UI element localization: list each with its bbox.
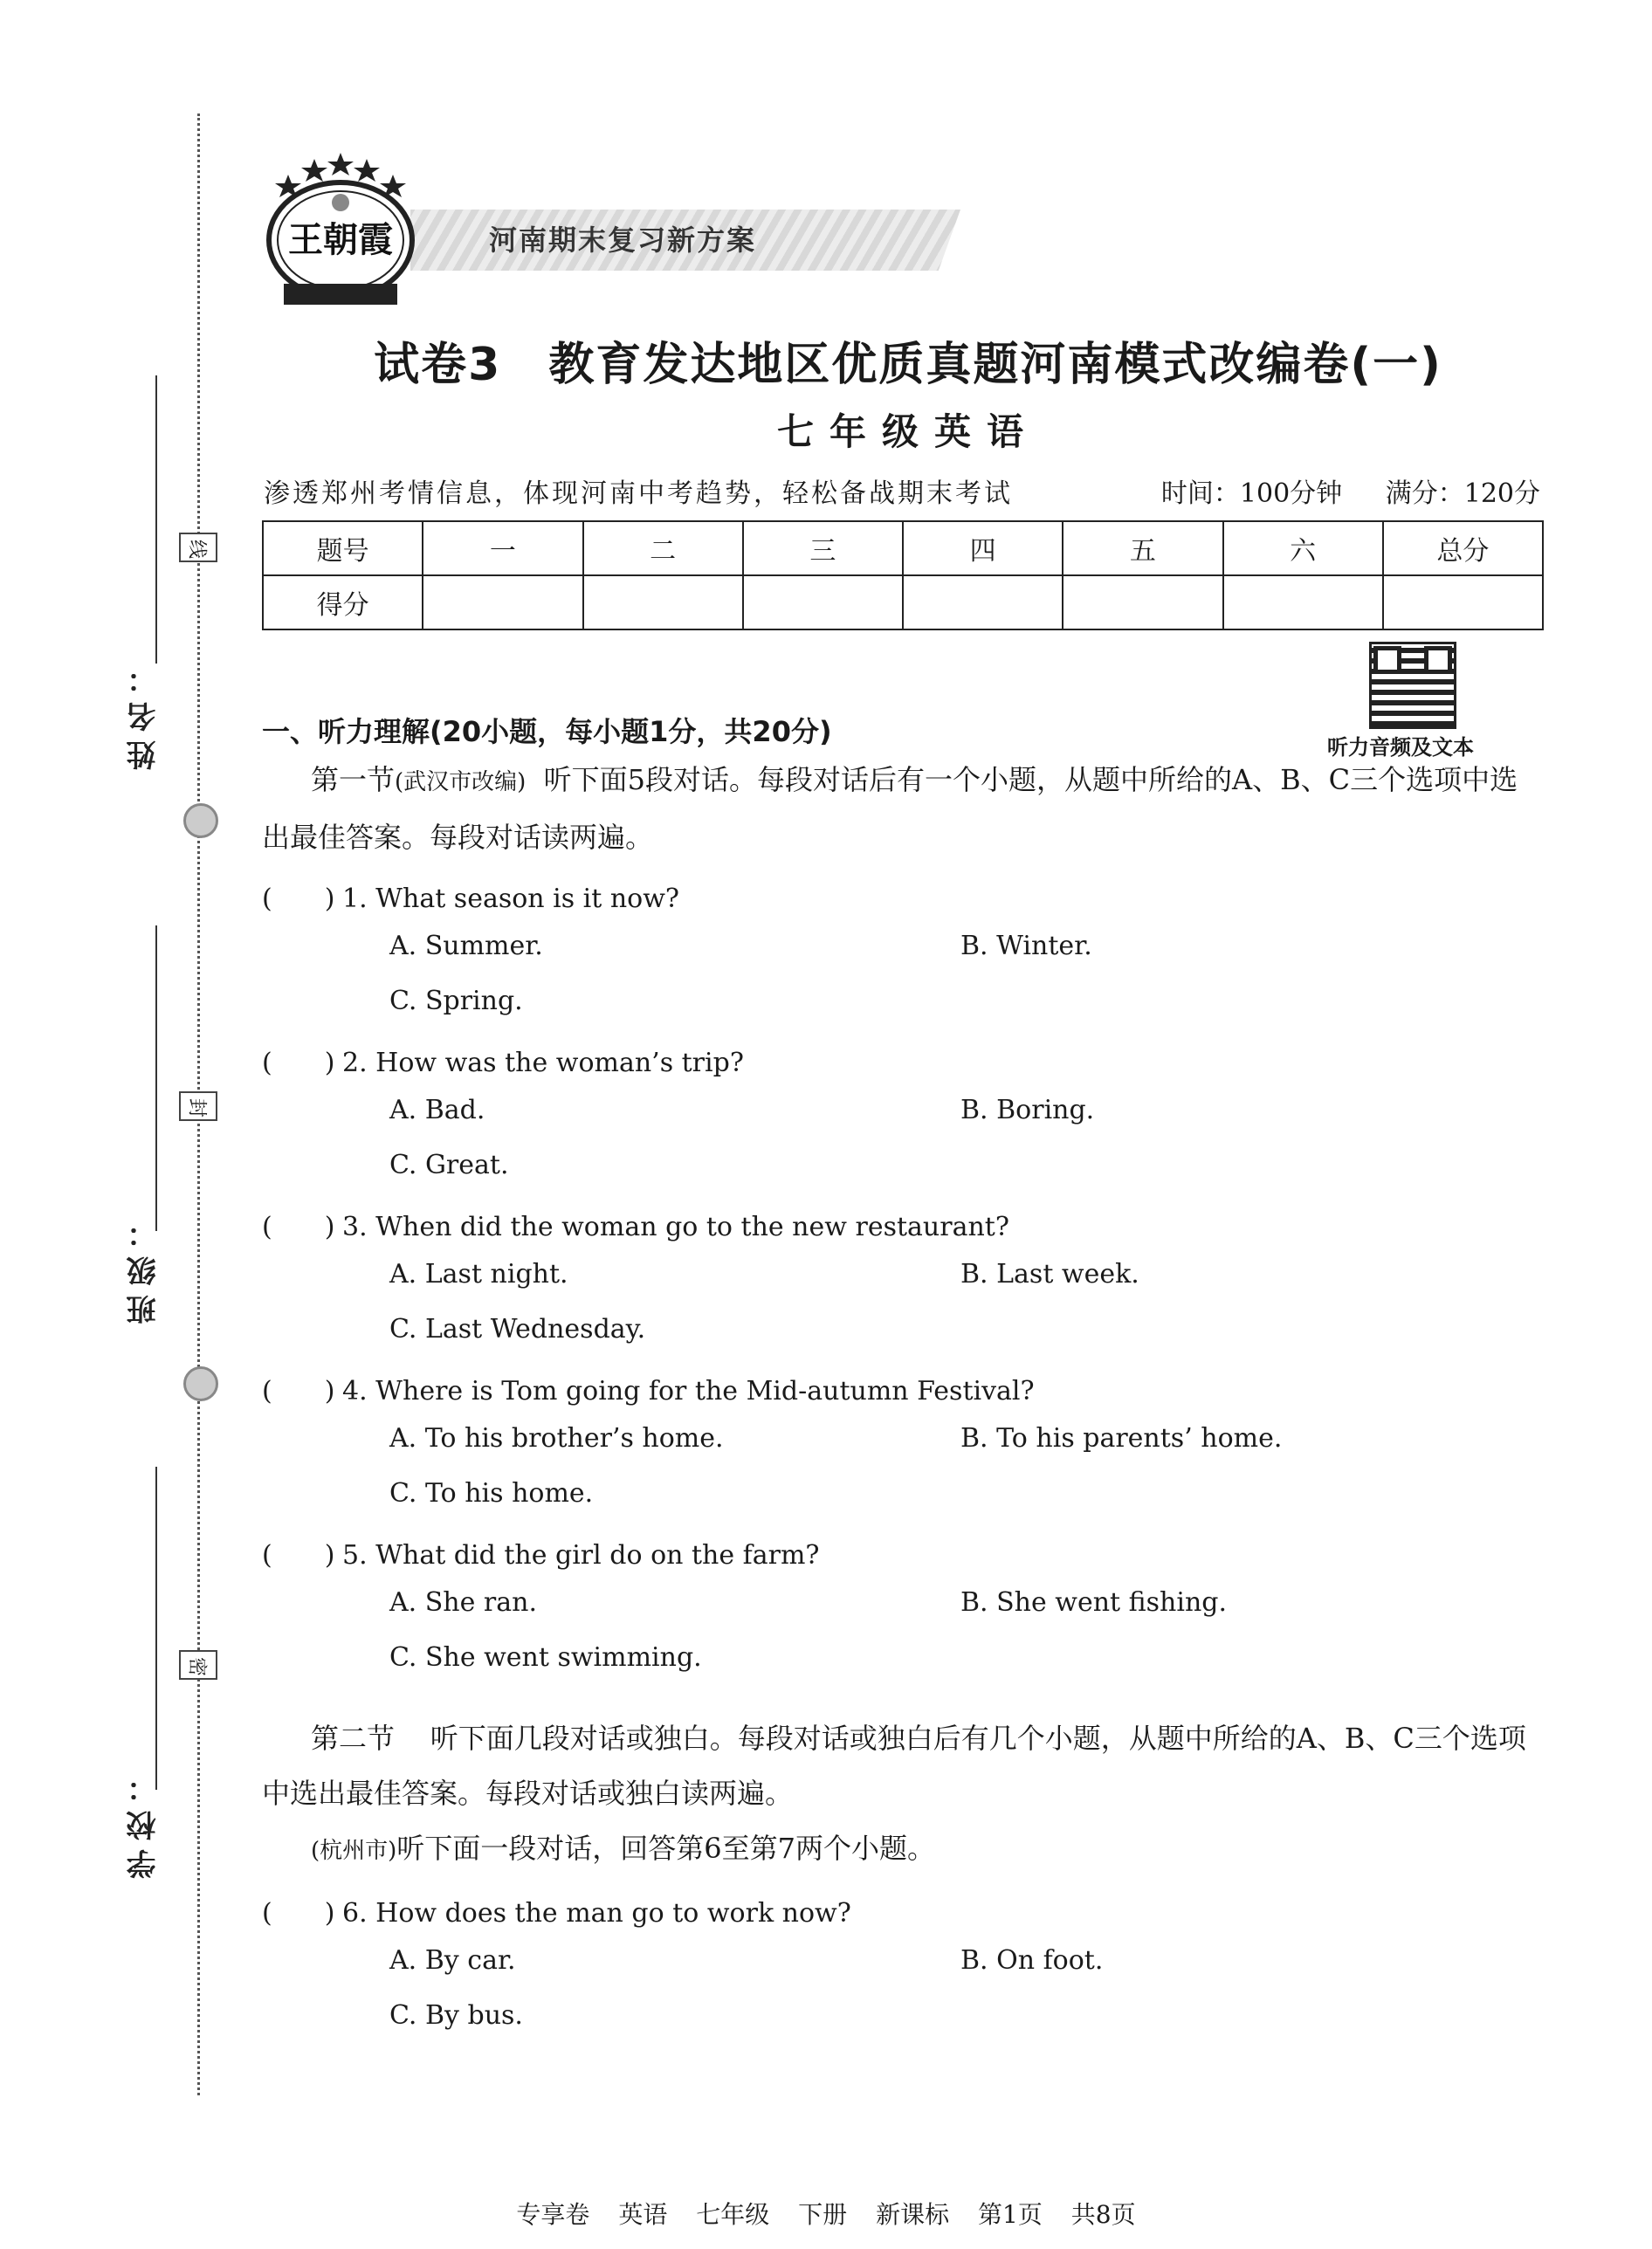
class-underline (155, 925, 157, 1231)
question-item (262, 1533, 820, 1572)
footer-volume: 下册 (798, 2200, 848, 2229)
option-a: A. By car. (389, 1945, 516, 1976)
school-label: 学校： (127, 1764, 162, 1879)
logo-text: 王朝霞 (288, 220, 393, 260)
part2-text: 听下面几段对话或独白。每段对话或独白后有几个小题，从题中所给的A、B、C三个选项中选出最佳答案。每段对话或独白读两遍。 (262, 1722, 1526, 1810)
table-header-cell: 题号 (263, 521, 423, 575)
score-cell (423, 575, 582, 629)
banner-text: 河南期末复习新方案 (489, 224, 757, 257)
class-label: 班级： (127, 1209, 162, 1324)
part2-subinstructions (262, 1821, 1545, 1879)
option-c: C. Great. (389, 1150, 509, 1180)
score-cell (1383, 575, 1543, 629)
table-header-cell: 二 (583, 521, 743, 575)
table-header-cell: 三 (743, 521, 903, 575)
question-item (262, 1891, 851, 1929)
question-text: 1. What season is it now? (342, 884, 680, 914)
part2-label: 第二节 (311, 1722, 396, 1755)
score-cell (1223, 575, 1383, 629)
question-item (262, 1369, 1035, 1407)
page-footer (0, 2196, 1652, 2231)
option-a: A. To his brother’s home. (389, 1423, 724, 1454)
option-b: B. To his parents’ home. (960, 1423, 1283, 1454)
option-b: B. Last week. (960, 1259, 1139, 1290)
name-label: 姓名： (127, 655, 162, 770)
option-b: B. On foot. (960, 1945, 1104, 1976)
question-item (262, 1205, 1009, 1243)
question-text: 2. How was the woman’s trip? (342, 1048, 744, 1078)
score-table-score-row (263, 575, 1543, 629)
answer-blank[interactable]: ( ) (262, 1212, 335, 1242)
part1-text: 听下面5段对话。每段对话后有一个小题，从题中所给的A、B、C三个选项中选出最佳答案。每段对话读两遍。 (262, 763, 1518, 854)
answer-blank[interactable]: ( ) (262, 884, 335, 914)
brand-logo (262, 148, 419, 314)
answer-blank[interactable]: ( ) (262, 1376, 335, 1406)
option-c: C. To his home. (389, 1478, 594, 1509)
seal-line-char: 线 (179, 533, 217, 562)
table-header-cell: 五 (1063, 521, 1222, 575)
footer-edition: 新课标 (876, 2200, 950, 2229)
table-header-cell: 总分 (1383, 521, 1543, 575)
answer-blank[interactable]: ( ) (262, 1898, 335, 1929)
question-item (262, 877, 679, 915)
table-header-cell: 六 (1223, 521, 1383, 575)
answer-blank[interactable]: ( ) (262, 1540, 335, 1571)
score-cell (903, 575, 1063, 629)
table-header-cell: 一 (423, 521, 582, 575)
score-cell (1063, 575, 1222, 629)
seal-seal-char: 封 (179, 1091, 217, 1121)
option-b: B. Boring. (960, 1095, 1095, 1125)
school-underline (155, 1467, 157, 1790)
footer-grade: 七年级 (696, 2200, 770, 2229)
page-title: 试卷3 教育发达地区优质真题河南模式改编卷(一) (374, 339, 1442, 391)
option-c: C. She went swimming. (389, 1642, 702, 1673)
option-c: C. By bus. (389, 2000, 523, 2031)
score-cell (583, 575, 743, 629)
score-table-header-row (263, 521, 1543, 575)
part2-source: (杭州市) (311, 1838, 397, 1864)
option-a: A. Bad. (389, 1095, 485, 1125)
exam-time: 时间：100分钟 (1160, 478, 1343, 509)
answer-blank[interactable]: ( ) (262, 1048, 335, 1078)
swirl-icon (183, 1366, 218, 1401)
score-row-label: 得分 (263, 575, 423, 629)
footer-subject: 英语 (618, 2200, 668, 2229)
table-header-cell: 四 (903, 521, 1063, 575)
option-b: B. She went fishing. (960, 1587, 1228, 1618)
part1-label: 第一节 (311, 763, 396, 796)
option-a: A. Last night. (389, 1259, 568, 1290)
qr-code-label: 听力音频及文本 (1327, 735, 1474, 760)
question-text: 6. How does the man go to work now? (342, 1898, 851, 1929)
question-text: 3. When did the woman go to the new restaurant? (342, 1212, 1009, 1242)
footer-page: 第1页 (978, 2200, 1043, 2229)
part1-instructions (262, 753, 1545, 865)
option-c: C. Spring. (389, 986, 523, 1016)
exam-meta (1126, 471, 1540, 510)
tagline: 渗透郑州考情信息，体现河南中考趋势，轻松备战期末考试 (264, 478, 1013, 509)
option-c: C. Last Wednesday. (389, 1314, 646, 1345)
seal-secret-char: 密 (179, 1650, 217, 1680)
score-cell (743, 575, 903, 629)
question-text: 4. Where is Tom going for the Mid-autumn Festival? (342, 1376, 1035, 1406)
footer-series: 专享卷 (516, 2200, 590, 2229)
page-subtitle: 七年级英语 (776, 410, 1039, 453)
exam-full-score: 满分：120分 (1385, 478, 1540, 509)
question-item (262, 1041, 744, 1079)
option-b: B. Winter. (960, 931, 1092, 961)
part1-source: (武汉市改编) (395, 769, 527, 795)
option-a: A. She ran. (389, 1587, 537, 1618)
qr-code-icon[interactable] (1369, 642, 1456, 729)
score-table (262, 520, 1544, 630)
section-heading: 一、听力理解(20小题，每小题1分，共20分) (262, 715, 832, 748)
footer-total: 共8页 (1070, 2200, 1136, 2229)
swirl-icon (183, 803, 218, 838)
question-text: 5. What did the girl do on the farm? (342, 1540, 820, 1571)
name-underline (155, 375, 157, 664)
option-a: A. Summer. (389, 931, 543, 961)
part2-sub-text: 听下面一段对话，回答第6至第7两个小题。 (396, 1832, 936, 1865)
part2-instructions (262, 1711, 1545, 1821)
